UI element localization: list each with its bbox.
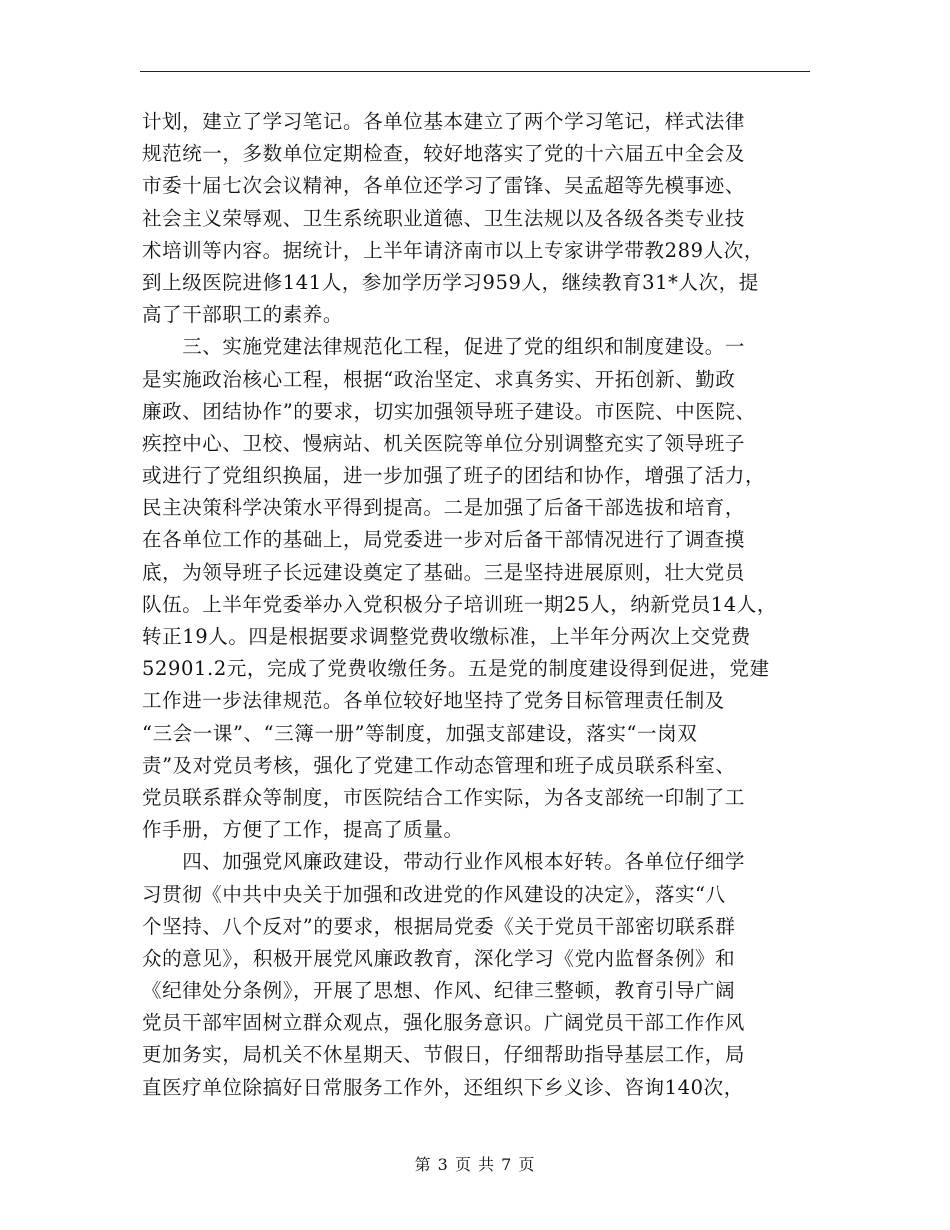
text-line: 廉政、团结协作”的要求，切实加强领导班子建设。市医院、中医院、 (142, 399, 756, 423)
text-line: 众的意见》，积极开展党风廉政教育，深化学习《党内监督条例》和 (142, 946, 736, 970)
paragraph-start-line: 三、实施党建法律规范化工程，促进了党的组织和制度建设。一 (142, 335, 746, 359)
text-line: 疾控中心、卫校、慢病站、机关医院等单位分别调整充实了领导班子 (142, 431, 746, 455)
text-line: 转正19人。四是根据要求调整党费收缴标准，上半年分两次上交党费 (142, 625, 751, 648)
text-line: 高了干部职工的素养。 (142, 303, 344, 327)
text-line: 规范统一，多数单位定期检查，较好地落实了党的十六届五中全会及 (142, 142, 746, 166)
text-line: 在各单位工作的基础上，局党委进一步对后备干部情况进行了调查摸 (142, 528, 746, 552)
text-line: 52901.2元，完成了党费收缴任务。五是党的制度建设得到促进，党建 (142, 657, 770, 681)
text-line: 或进行了党组织换届，进一步加强了班子的团结和协作，增强了活力， (142, 464, 766, 488)
text-line: “三会一课”、“三簿一册”等制度，加强支部建设，落实“一岗双 (142, 721, 698, 745)
text-line: 习贯彻《中共中央关于加强和改进党的作风建设的决定》，落实“八 (142, 882, 726, 906)
text-line: 市委十届七次会议精神，各单位还学习了雷锋、吴孟超等先模事迹、 (142, 174, 746, 198)
text-line: 计划，建立了学习笔记。各单位基本建立了两个学习笔记，样式法律 (142, 110, 746, 133)
text-line: 个坚持、八个反对”的要求，根据局党委《关于党员干部密切联系群 (142, 914, 736, 938)
text-line: 责”及对党员考核，强化了党建工作动态管理和班子成员联系科室、 (142, 753, 736, 777)
text-line: 民主决策科学决策水平得到提高。二是加强了后备干部选拔和培育， (142, 496, 746, 520)
text-line: 党员联系群众等制度，市医院结合工作实际，为各支部统一印制了工 (142, 785, 746, 809)
document-body (142, 106, 814, 1104)
paragraph-start-line: 四、加强党风廉政建设，带动行业作风根本好转。各单位仔细学 (142, 850, 746, 874)
text-line: 更加务实，局机关不休星期天、节假日，仔细帮助指导基层工作，局 (142, 1043, 746, 1067)
text-line: 党员干部牢固树立群众观点，强化服务意识。广阔党员干部工作作风 (142, 1011, 746, 1035)
text-line: 作手册，方便了工作，提高了质量。 (142, 818, 464, 842)
text-line: 术培训等内容。据统计，上半年请济南市以上专家讲学带教289人次， (142, 238, 764, 262)
text-line: 队伍。上半年党委举办入党积极分子培训班一期25人，纳新党员14人， (142, 592, 777, 616)
header-rule (140, 71, 810, 72)
text-line: 是实施政治核心工程，根据“政治坚定、求真务实、开拓创新、勤政 (142, 367, 736, 391)
text-line: 底，为领导班子长远建设奠定了基础。三是坚持进展原则，壮大党员 (142, 560, 746, 584)
text-line: 工作进一步法律规范。各单位较好地坚持了党务目标管理责任制及 (142, 689, 725, 713)
text-line: 社会主义荣辱观、卫生系统职业道德、卫生法规以及各级各类专业技 (142, 206, 746, 230)
text-line: 《纪律处分条例》，开展了思想、作风、纪律三整顿，教育引导广阔 (142, 979, 736, 1003)
text-line: 直医疗单位除搞好日常服务工作外，还组织下乡义诊、咨询140次， (142, 1075, 744, 1099)
text-line: 到上级医院进修141人，参加学历学习959人，继续教育31*人次，提 (142, 270, 759, 294)
page-number: 第 3 页 共 7 页 (414, 1155, 536, 1174)
